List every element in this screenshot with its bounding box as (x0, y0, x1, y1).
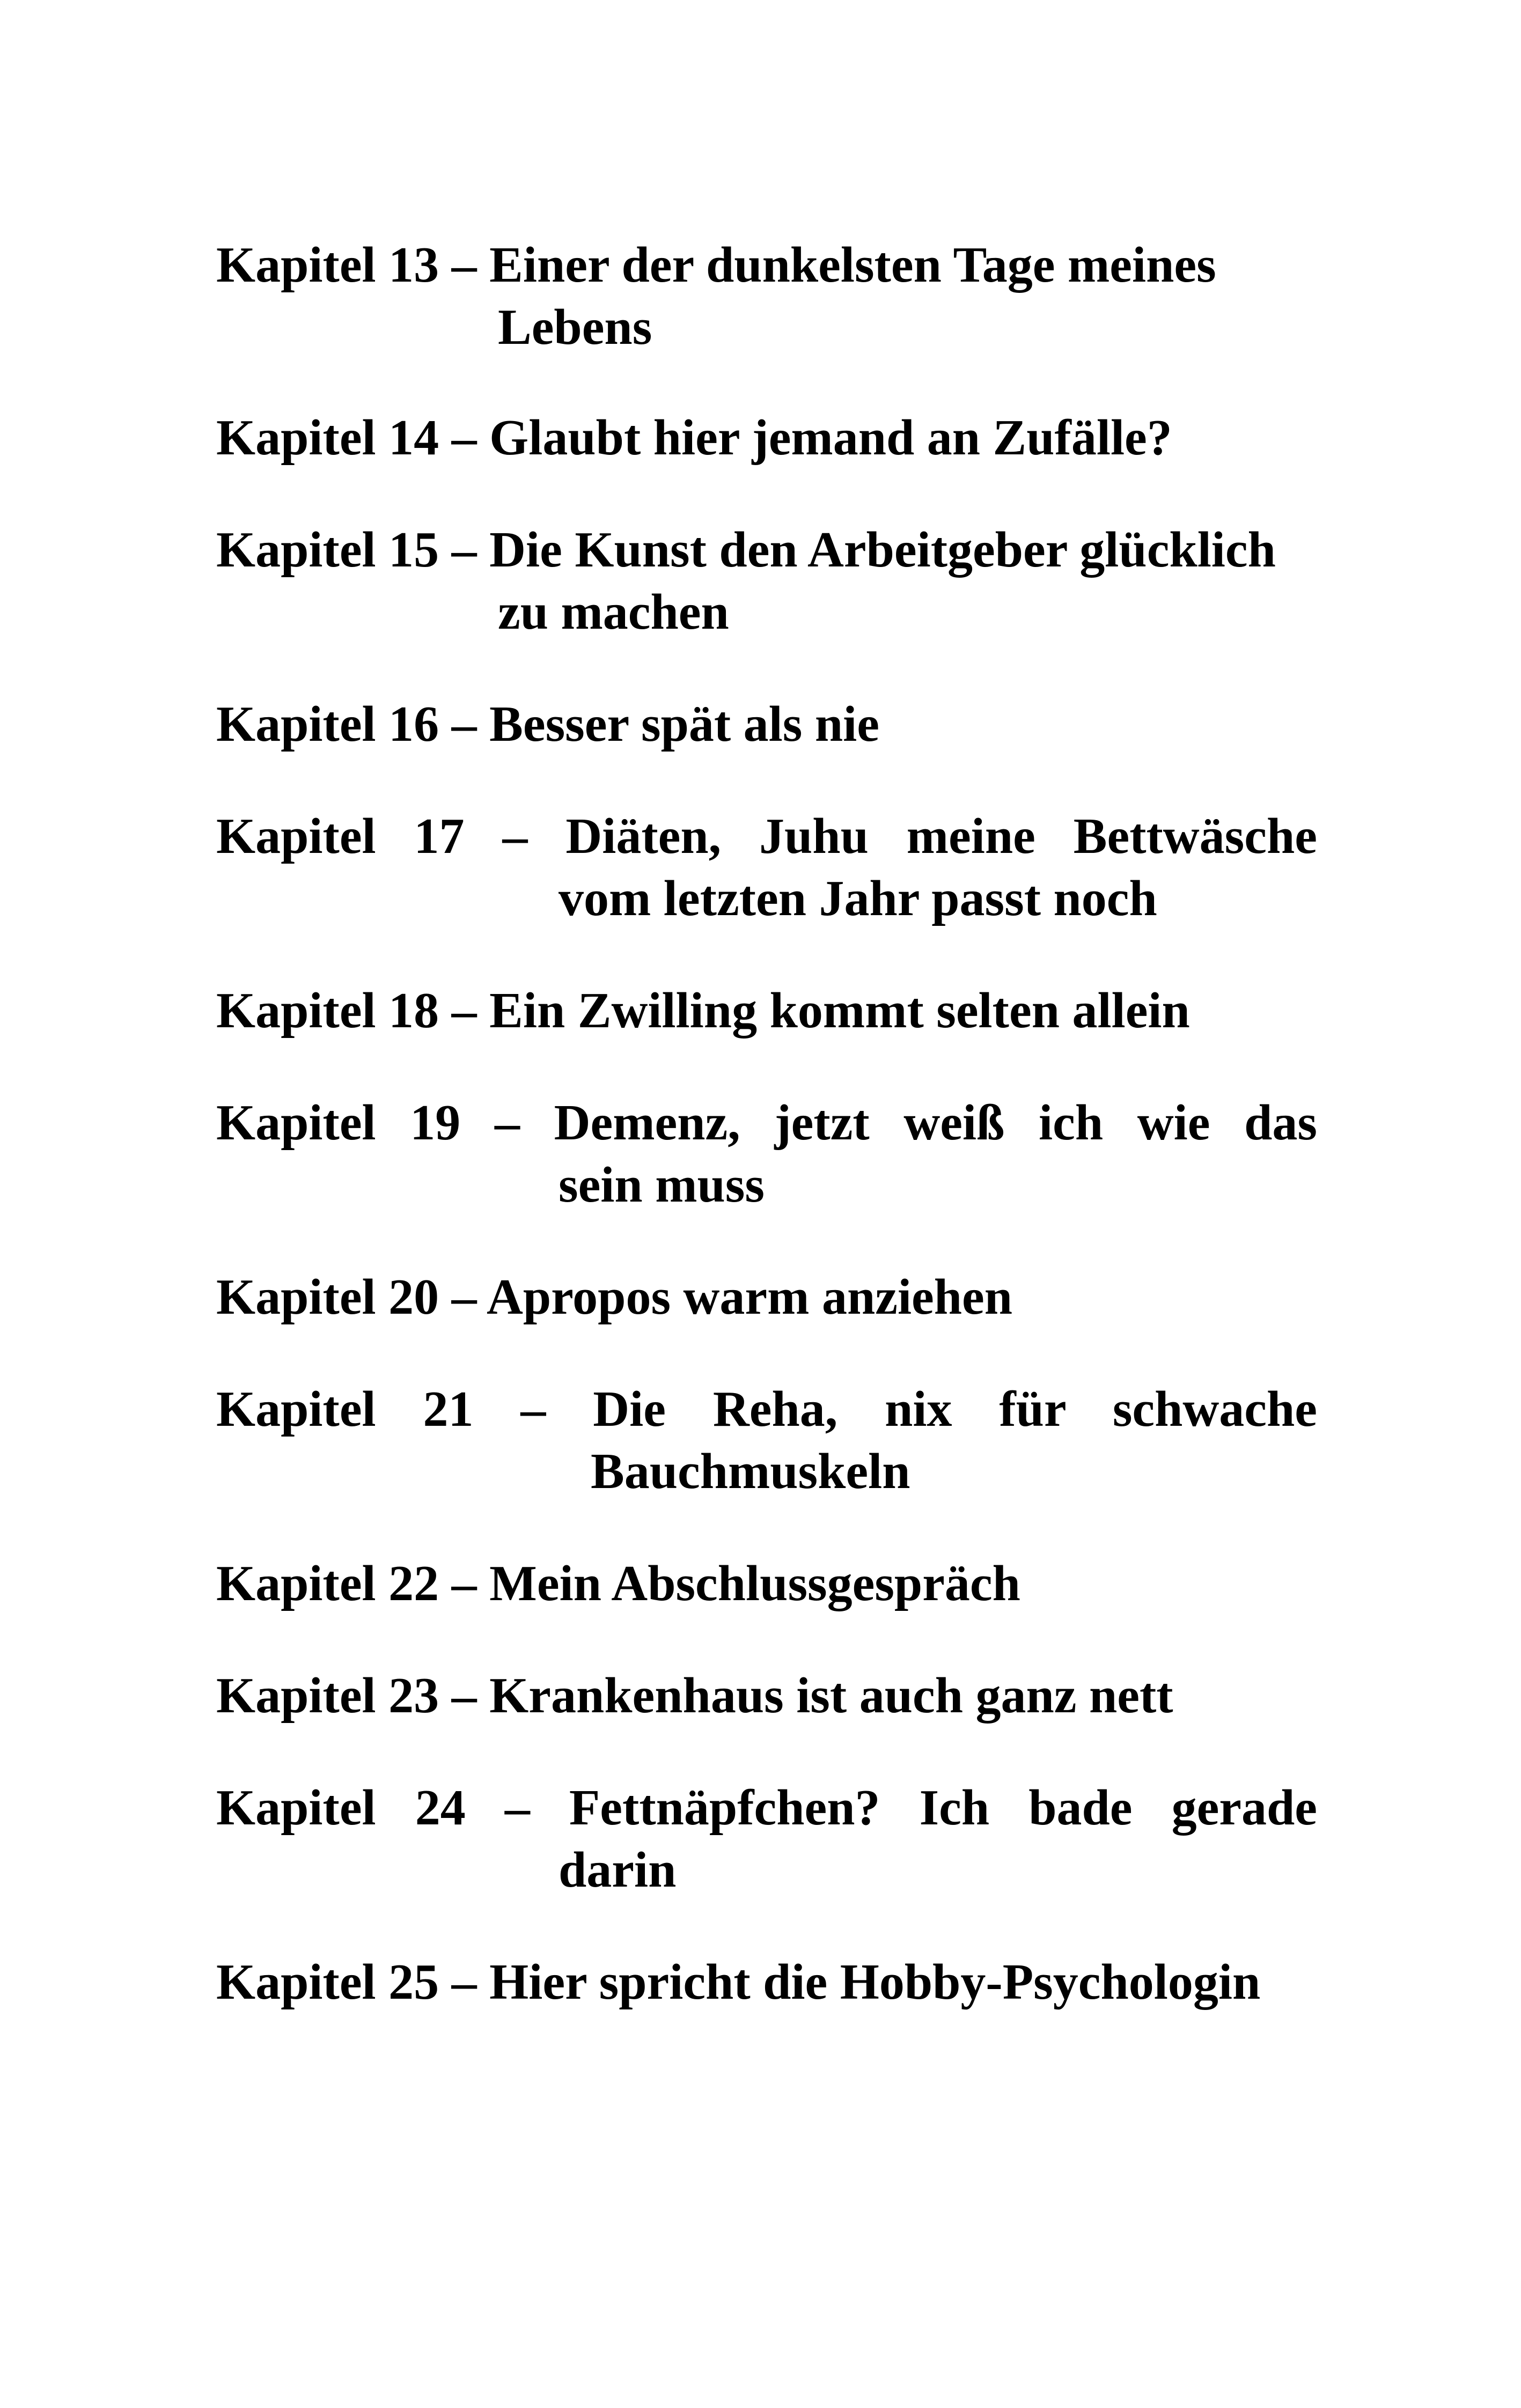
toc-entry-18 (216, 980, 1317, 1042)
toc-entry-16 (216, 693, 1317, 755)
toc-entry-25 (216, 1951, 1317, 2013)
toc-entry-14 (216, 407, 1317, 469)
chapter-title: Demenz, jetzt weiß ich wie das (554, 1095, 1318, 1151)
dash: – (451, 1954, 477, 2010)
chapter-label: Kapitel 24 (216, 1780, 466, 1836)
toc-entry-line1 (216, 407, 1317, 469)
toc-entry-23 (216, 1665, 1317, 1727)
toc-entry-line1 (216, 1378, 1317, 1440)
chapter-title-continued: sein muss (559, 1157, 765, 1213)
toc-entry-24 (216, 1777, 1317, 1901)
toc-entry-line1 (216, 1777, 1317, 1839)
chapter-title: Krankenhaus ist auch ganz nett (489, 1668, 1173, 1724)
chapter-title-continued: vom letzten Jahr passt noch (559, 871, 1157, 926)
chapter-label: Kapitel 17 (216, 808, 465, 864)
chapter-label: Kapitel 21 (216, 1381, 474, 1437)
chapter-label: Kapitel 14 (216, 410, 439, 466)
chapter-label: Kapitel 20 (216, 1269, 439, 1325)
chapter-title-continued: darin (559, 1842, 677, 1898)
dash: – (451, 696, 477, 752)
toc-entry-17 (216, 805, 1317, 930)
chapter-title-continued: Lebens (498, 299, 652, 355)
dash: – (451, 522, 477, 578)
toc-entry-line1 (216, 1552, 1317, 1615)
chapter-title: Hier spricht die Hobby-Psychologin (489, 1954, 1261, 2010)
chapter-title-continued: Bauchmuskeln (591, 1444, 910, 1499)
toc-entry-22 (216, 1552, 1317, 1615)
toc-entry-line1 (216, 519, 1317, 581)
table-of-contents (216, 234, 1317, 2013)
dash: – (502, 808, 528, 864)
toc-entry-19 (216, 1092, 1317, 1216)
dash: – (451, 1269, 477, 1325)
chapter-title: Apropos warm anziehen (486, 1269, 1013, 1325)
dash: – (451, 1556, 477, 1611)
toc-entry-line1 (216, 1266, 1317, 1328)
chapter-label: Kapitel 13 (216, 237, 439, 293)
chapter-title: Einer der dunkelsten Tage meines (489, 237, 1216, 293)
chapter-title: Diäten, Juhu meine Bettwäsche (565, 808, 1317, 864)
dash: – (504, 1780, 530, 1836)
dash: – (520, 1381, 546, 1437)
toc-entry-15 (216, 519, 1317, 643)
chapter-label: Kapitel 22 (216, 1556, 439, 1611)
chapter-title: Besser spät als nie (489, 696, 879, 752)
chapter-label: Kapitel 23 (216, 1668, 439, 1724)
dash: – (451, 410, 477, 466)
chapter-label: Kapitel 18 (216, 983, 439, 1039)
toc-entry-line1 (216, 805, 1317, 867)
chapter-label: Kapitel 16 (216, 696, 439, 752)
dash: – (494, 1095, 520, 1151)
chapter-title: Ein Zwilling kommt selten allein (489, 983, 1190, 1039)
chapter-title: Die Reha, nix für schwache (593, 1381, 1318, 1437)
chapter-label: Kapitel 19 (216, 1095, 461, 1151)
chapter-title: Fettnäpfchen? Ich bade gerade (569, 1780, 1318, 1836)
chapter-label: Kapitel 25 (216, 1954, 439, 2010)
toc-entry-line1 (216, 980, 1317, 1042)
chapter-title: Die Kunst den Arbeitgeber glücklich (489, 522, 1276, 578)
dash: – (451, 1668, 477, 1724)
toc-entry-line1 (216, 693, 1317, 755)
toc-entry-line1 (216, 234, 1317, 296)
chapter-title: Glaubt hier jemand an Zufälle? (489, 410, 1172, 466)
toc-entry-line1 (216, 1665, 1317, 1727)
toc-entry-line1 (216, 1951, 1317, 2013)
chapter-label: Kapitel 15 (216, 522, 439, 578)
dash: – (451, 983, 477, 1039)
toc-entry-13 (216, 234, 1317, 358)
chapter-title: Mein Abschlussgespräch (489, 1556, 1020, 1611)
toc-entry-21 (216, 1378, 1317, 1503)
toc-entry-line1 (216, 1092, 1317, 1154)
chapter-title-continued: zu machen (498, 584, 729, 640)
toc-entry-20 (216, 1266, 1317, 1328)
dash: – (451, 237, 477, 293)
